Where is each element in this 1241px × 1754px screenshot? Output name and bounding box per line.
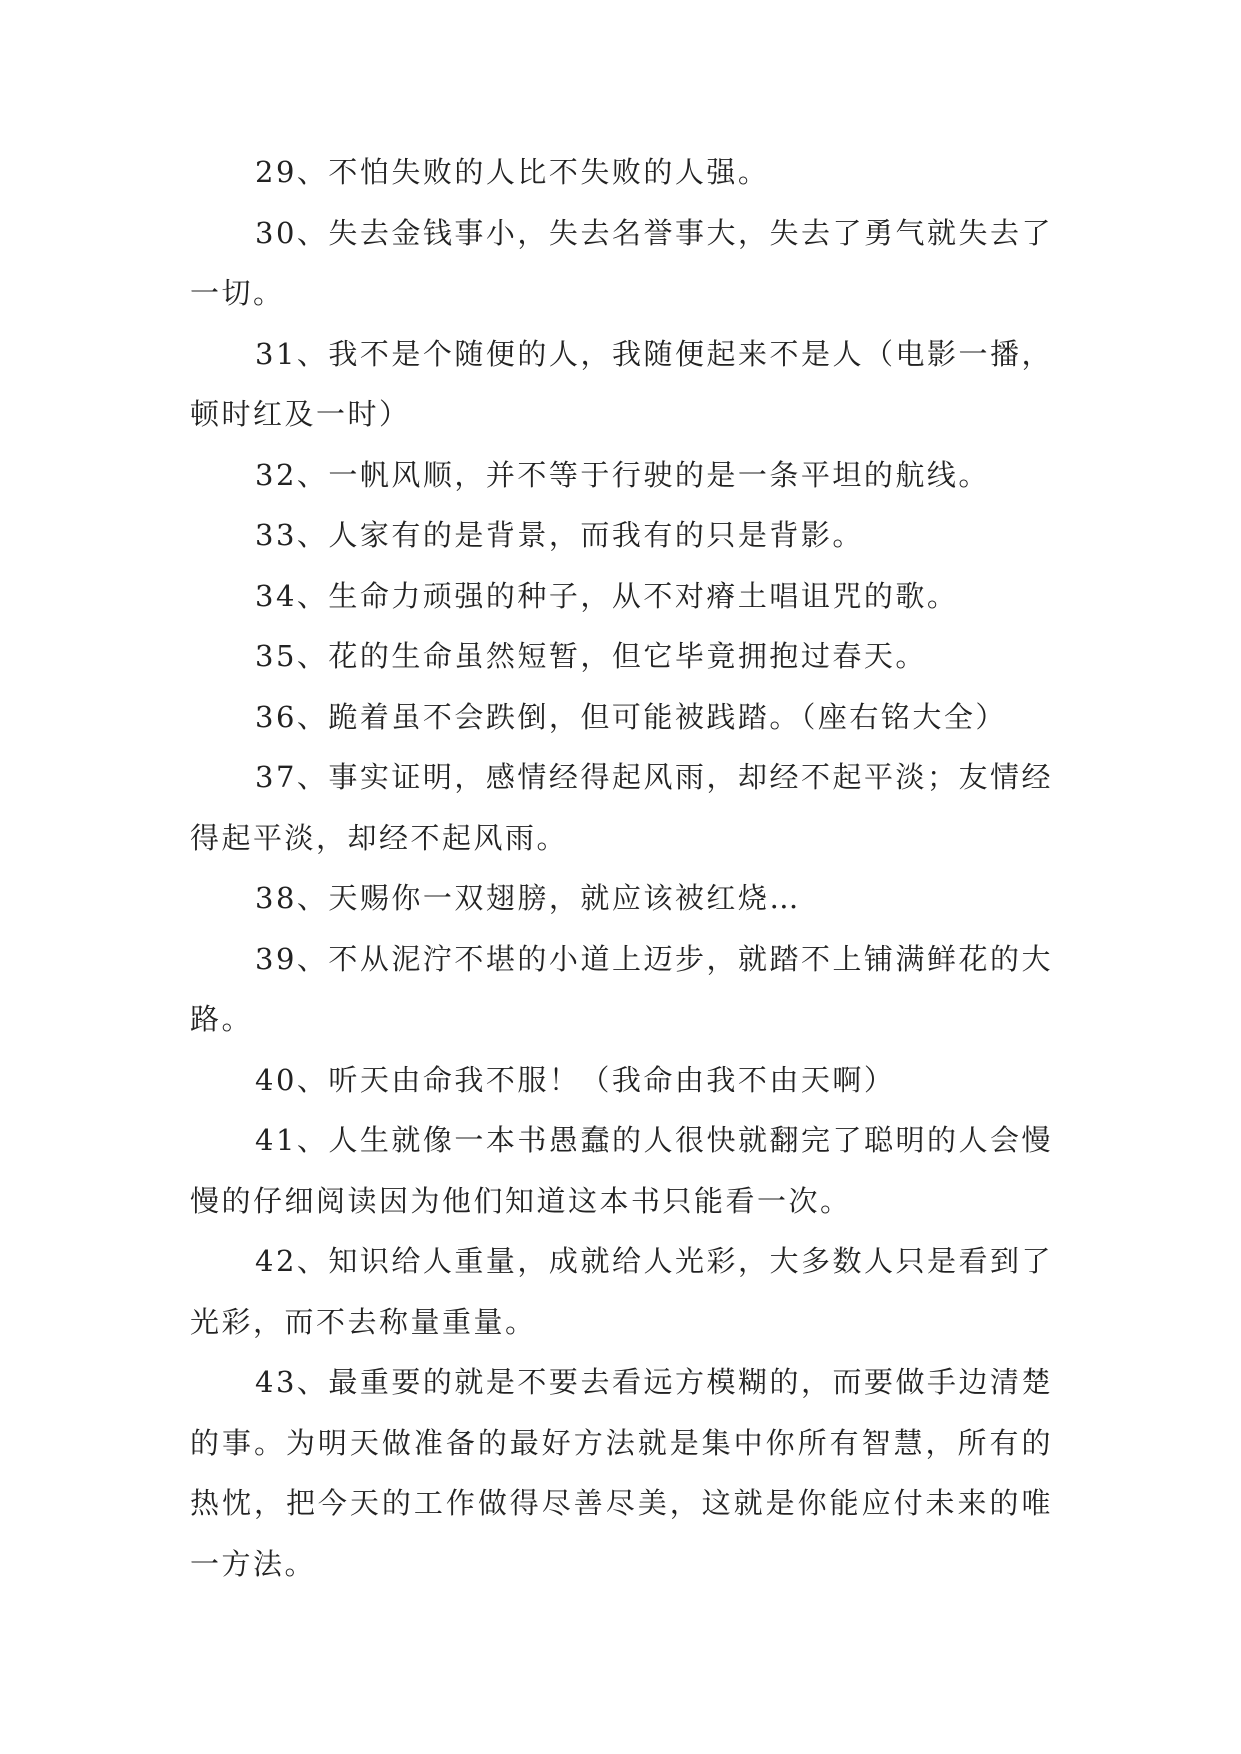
paragraph-39: 39、不从泥泞不堪的小道上迈步，就踏不上铺满鲜花的大路。	[190, 941, 1053, 1036]
document-body	[190, 142, 1053, 1594]
paragraph-33: 33、人家有的是背景，而我有的只是背影。	[255, 518, 864, 552]
paragraph-40: 40、听天由命我不服！（我命由我不由天啊）	[255, 1062, 896, 1097]
paragraph-32: 32、一帆风顺，并不等于行驶的是一条平坦的航线。	[255, 457, 990, 492]
paragraph-43: 43、最重要的就是不要去看远方模糊的，而要做手边清楚的事。为明天做准备的最好方法就是集中你所有智慧，所有的热忱，把今天的工作做得尽善尽美，这就是你能应付未来的唯一方法。	[190, 1365, 1053, 1581]
paragraph-42: 42、知识给人重量，成就给人光彩，大多数人只是看到了光彩，而不去称量重量。	[190, 1244, 1053, 1339]
paragraph-34: 34、生命力顽强的种子，从不对瘠土唱诅咒的歌。	[255, 578, 959, 613]
paragraph-29: 29、不怕失败的人比不失败的人强。	[255, 155, 770, 189]
paragraph-31: 31、我不是个随便的人，我随便起来不是人（电影一播，顿时红及一时）	[190, 336, 1053, 431]
paragraph-35: 35、花的生命虽然短暂，但它毕竟拥抱过春天。	[255, 639, 927, 673]
paragraph-36: 36、跪着虽不会跌倒，但可能被践踏。（座右铭大全）	[255, 699, 1007, 734]
paragraph-30: 30、失去金钱事小，失去名誉事大，失去了勇气就失去了一切。	[190, 215, 1053, 310]
paragraph-41: 41、人生就像一本书愚蠢的人很快就翻完了聪明的人会慢慢的仔细阅读因为他们知道这本书只能看一次。	[190, 1123, 1053, 1218]
paragraph-38: 38、天赐你一双翅膀，就应该被红烧…	[255, 881, 801, 915]
paragraph-37: 37、事实证明，感情经得起风雨，却经不起平淡；友情经得起平淡，却经不起风雨。	[190, 760, 1053, 855]
